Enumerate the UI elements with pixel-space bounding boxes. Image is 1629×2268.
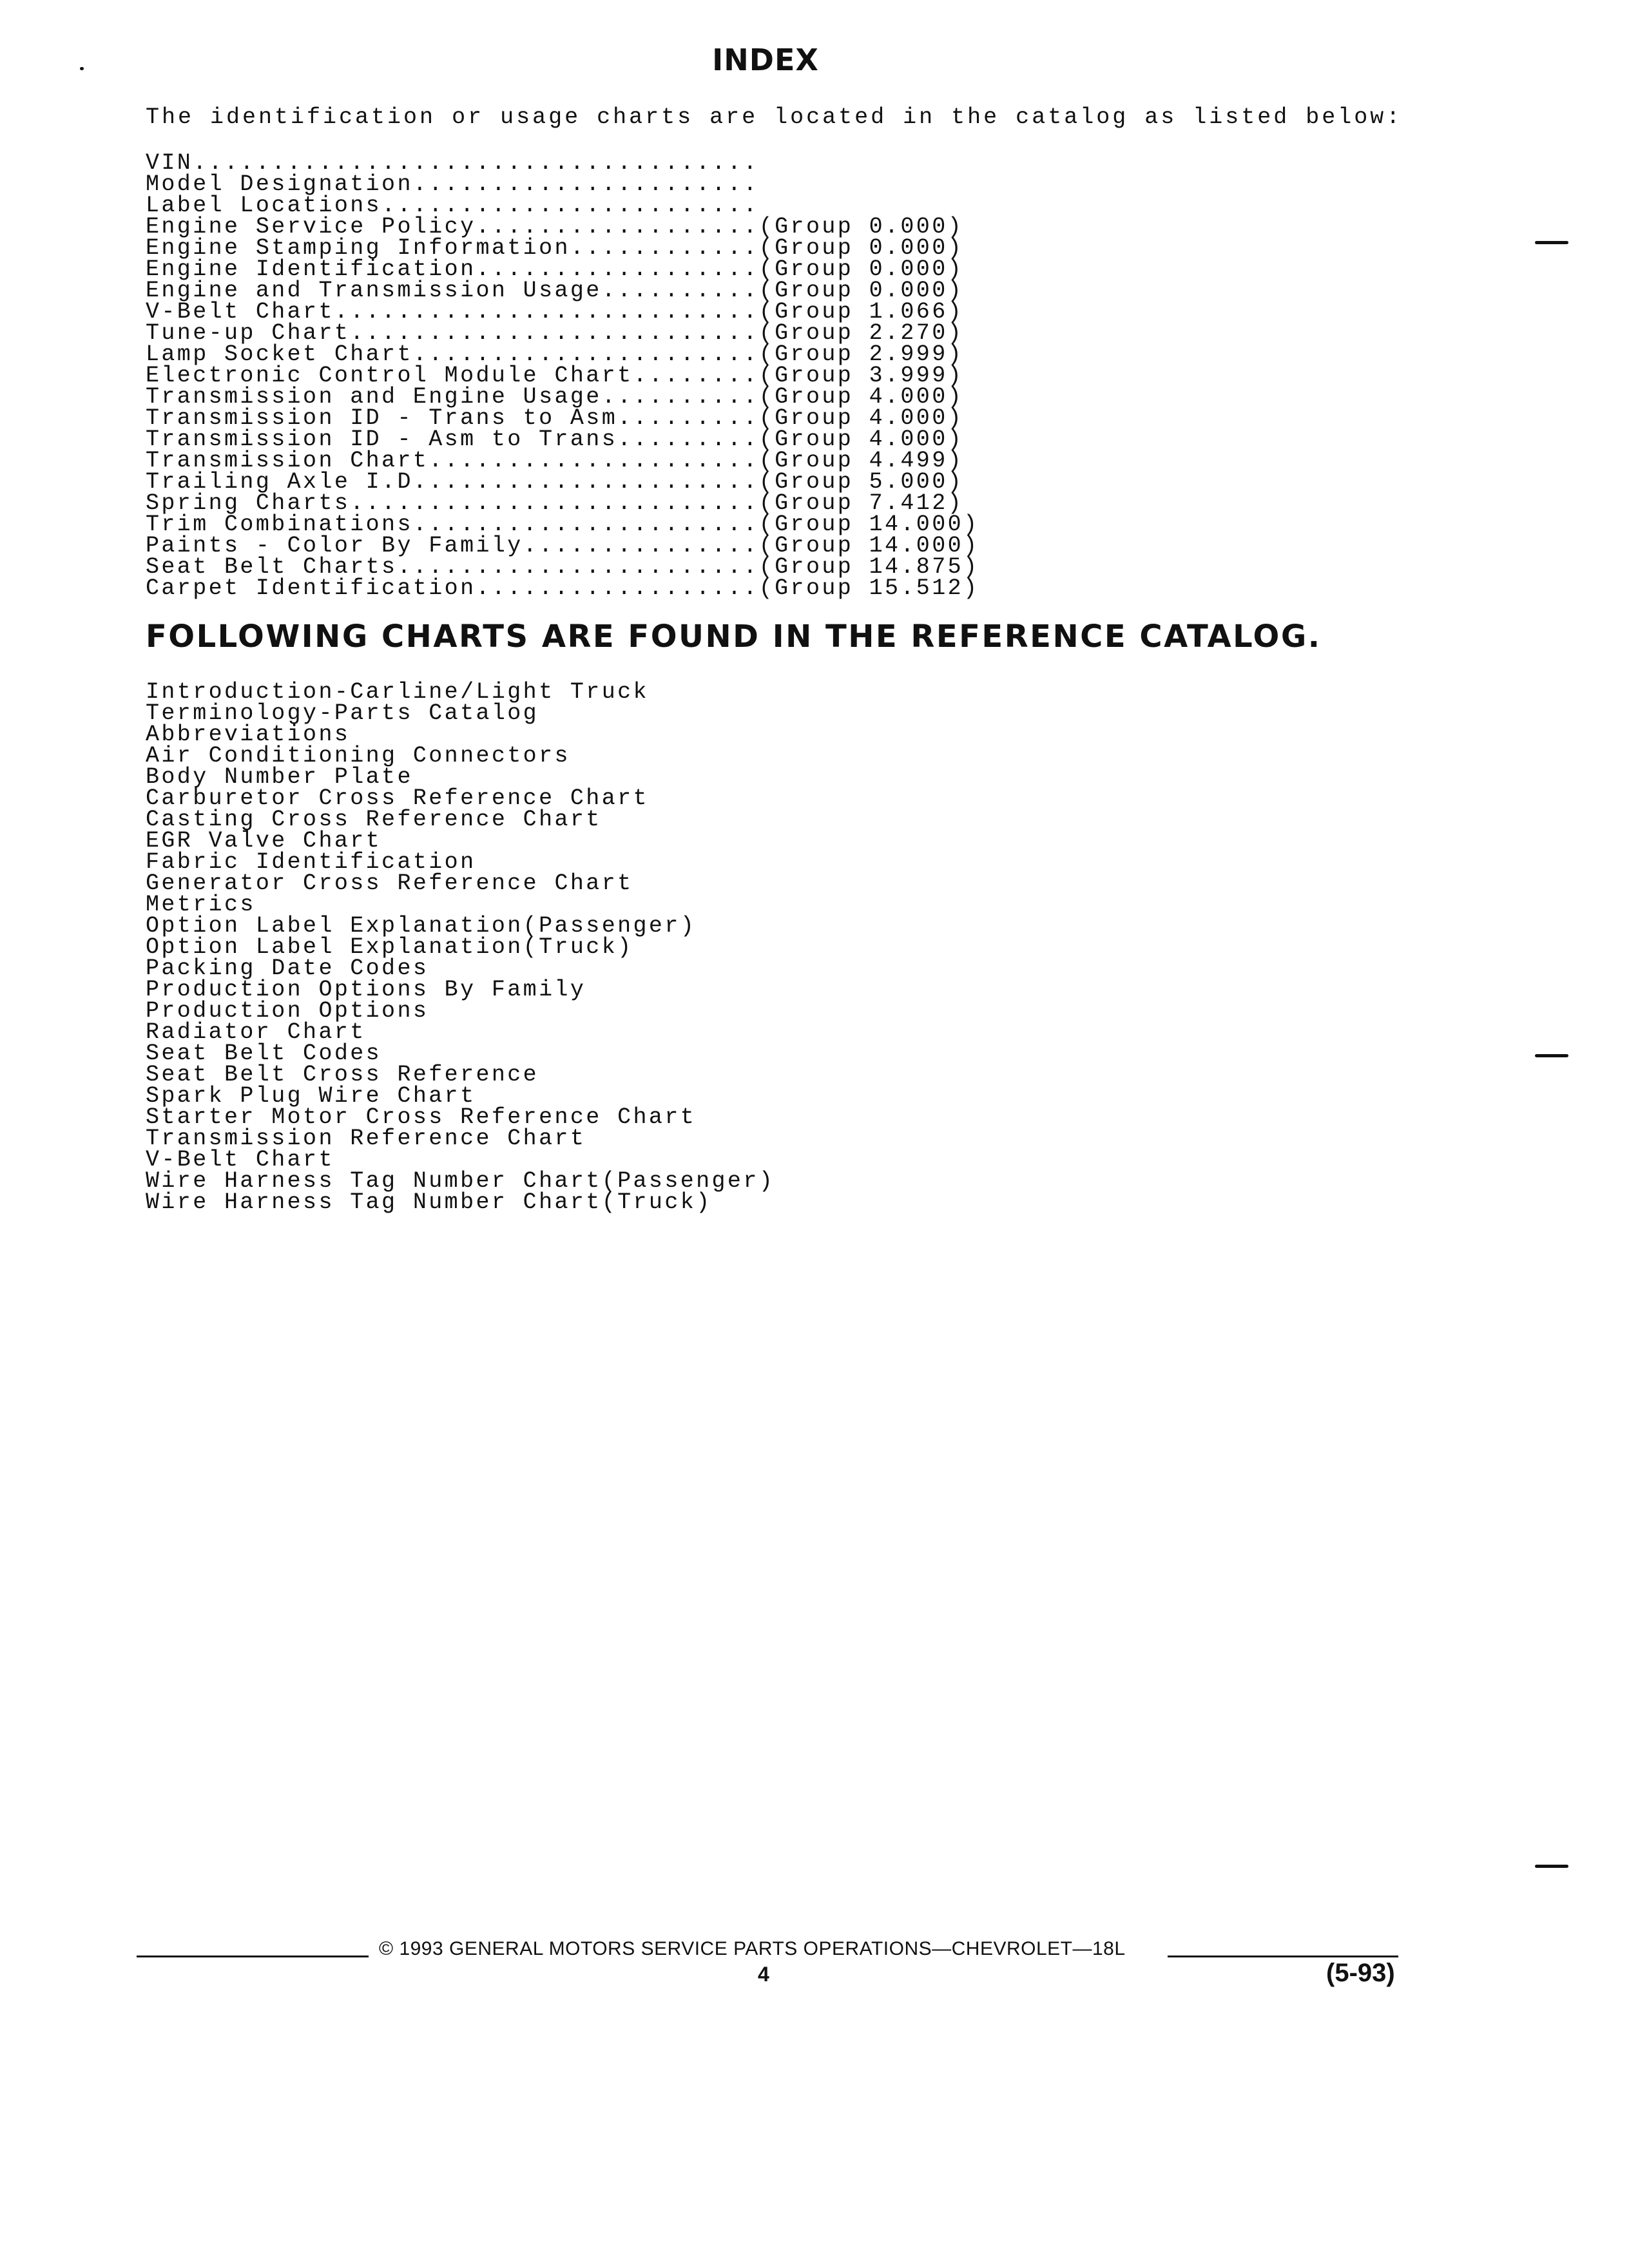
reference-entry: Carburetor Cross Reference Chart — [146, 785, 649, 811]
index-entry-label: Transmission ID - Trans to Asm — [146, 405, 618, 431]
reference-entry: Option Label Explanation(Truck) — [146, 934, 633, 960]
reference-entry: EGR Valve Chart — [146, 828, 382, 854]
reference-entry: Option Label Explanation(Passenger) — [146, 913, 697, 939]
dot-leader: ............... — [523, 533, 759, 559]
reference-entry: Spark Plug Wire Chart — [146, 1083, 476, 1109]
index-entry-group: (Group 14.000) — [758, 512, 979, 537]
index-entry-label: Spring Charts — [146, 490, 351, 516]
dot-leader: ......... — [617, 427, 759, 452]
index-entry-label: Tune-up Chart — [146, 320, 351, 346]
reference-heading: FOLLOWING CHARTS ARE FOUND IN THE REFERENCE CATALOG. — [146, 619, 1322, 655]
index-entry-group: (Group 4.499) — [758, 448, 963, 474]
index-entry-group: (Group 4.000) — [758, 384, 963, 410]
reference-entry: Seat Belt Cross Reference — [146, 1062, 539, 1088]
index-entry-label: Engine and Transmission Usage — [146, 278, 602, 303]
margin-dot — [80, 67, 84, 70]
page-title: INDEX — [712, 43, 819, 77]
index-entry-group: (Group 4.000) — [758, 427, 963, 452]
dot-leader: .......... — [601, 278, 759, 303]
index-entry-label: VIN — [146, 150, 193, 176]
index-entry-group: (Group 0.000) — [758, 235, 963, 261]
reference-entry: V-Belt Chart — [146, 1147, 334, 1173]
reference-entry: Starter Motor Cross Reference Chart — [146, 1104, 697, 1130]
dot-leader: .......... — [601, 384, 759, 410]
dot-leader: .......................... — [350, 490, 759, 516]
margin-tick-top — [1535, 241, 1568, 244]
index-entry-group: (Group 0.000) — [758, 278, 963, 303]
index-list — [146, 150, 979, 601]
index-entry-group: (Group 0.000) — [758, 214, 963, 240]
index-entry-label: Trailing Axle I.D — [146, 469, 413, 495]
revision-date: (5-93) — [1326, 1959, 1395, 1987]
reference-entry: Body Number Plate — [146, 764, 413, 790]
reference-entry: Terminology-Parts Catalog — [146, 700, 539, 726]
reference-entry: Transmission Reference Chart — [146, 1126, 586, 1151]
dot-leader: ...................... — [412, 341, 759, 367]
reference-entry: Production Options By Family — [146, 977, 586, 1003]
index-entry-group: (Group 2.270) — [758, 320, 963, 346]
index-entry-label: Lamp Socket Chart — [146, 341, 413, 367]
reference-entry: Fabric Identification — [146, 849, 476, 875]
index-entry-label: Paints - Color By Family — [146, 533, 523, 559]
index-entry-label: Seat Belt Charts — [146, 554, 398, 580]
index-entry-label: Transmission and Engine Usage — [146, 384, 602, 410]
index-entry-label: Electronic Control Module Chart — [146, 363, 633, 389]
dot-leader: ........ — [633, 363, 759, 389]
dot-leader: ............ — [570, 235, 759, 261]
footer-rule-right — [1168, 1956, 1398, 1957]
index-entry-label: Model Designation — [146, 171, 413, 197]
index-entry-label: Engine Stamping Information — [146, 235, 570, 261]
index-entry-label: V-Belt Chart — [146, 299, 334, 325]
index-entry-label: Trim Combinations — [146, 512, 413, 537]
dot-leader: .................. — [476, 214, 759, 240]
reference-list — [146, 679, 775, 1215]
index-entry-group: (Group 15.512) — [758, 575, 979, 601]
reference-entry: Air Conditioning Connectors — [146, 743, 570, 769]
dot-leader: .................................... — [193, 150, 759, 176]
reference-entry: Wire Harness Tag Number Chart(Passenger) — [146, 1168, 775, 1194]
reference-entry: Radiator Chart — [146, 1019, 366, 1045]
index-entry-label: Transmission Chart — [146, 448, 429, 474]
reference-entry: Generator Cross Reference Chart — [146, 870, 633, 896]
index-entry-group: (Group 7.412) — [758, 490, 963, 516]
index-entry-group: (Group 3.999) — [758, 363, 963, 389]
reference-entry: Casting Cross Reference Chart — [146, 807, 602, 832]
index-entry-group: (Group 5.000) — [758, 469, 963, 495]
dot-leader: .................. — [476, 575, 759, 601]
intro-text: The identification or usage charts are located in the catalog as listed below: — [146, 104, 1403, 130]
dot-leader: ....................... — [397, 554, 759, 580]
dot-leader: ......... — [617, 405, 759, 431]
reference-entry: Introduction-Carline/Light Truck — [146, 679, 649, 705]
page-number: 4 — [758, 1963, 769, 1986]
index-entry-group: (Group 14.875) — [758, 554, 979, 580]
index-entry-label: Label Locations — [146, 193, 382, 218]
dot-leader: .................. — [476, 256, 759, 282]
dot-leader: ...................... — [412, 171, 759, 197]
margin-tick-bottom — [1535, 1865, 1568, 1868]
index-entry — [146, 575, 979, 601]
index-entry-label: Engine Identification — [146, 256, 476, 282]
index-entry-group: (Group 0.000) — [758, 256, 963, 282]
dot-leader: ........................ — [381, 193, 759, 218]
index-entry-group: (Group 2.999) — [758, 341, 963, 367]
reference-entry: Production Options — [146, 998, 429, 1024]
dot-leader: ...................... — [412, 512, 759, 537]
index-entry-group: (Group 4.000) — [758, 405, 963, 431]
index-entry-group: (Group 1.066) — [758, 299, 963, 325]
dot-leader: ...................... — [412, 469, 759, 495]
index-entry-label: Carpet Identification — [146, 575, 476, 601]
dot-leader: ........................... — [334, 299, 759, 325]
footer-copyright: © 1993 GENERAL MOTORS SERVICE PARTS OPERATIONS—CHEVROLET—18L — [379, 1938, 1126, 1959]
reference-entry: Wire Harness Tag Number Chart(Truck) — [146, 1189, 712, 1215]
reference-entry: Seat Belt Codes — [146, 1041, 382, 1066]
reference-entry: Abbreviations — [146, 722, 351, 747]
margin-tick-middle — [1535, 1054, 1568, 1057]
index-entry-label: Engine Service Policy — [146, 214, 476, 240]
footer-rule-left — [137, 1956, 369, 1957]
dot-leader: .......................... — [350, 320, 759, 346]
dot-leader: ..................... — [429, 448, 759, 474]
index-entry-group: (Group 14.000) — [758, 533, 979, 559]
reference-entry: Packing Date Codes — [146, 956, 429, 981]
reference-entry: Metrics — [146, 892, 256, 918]
index-entry-label: Transmission ID - Asm to Trans — [146, 427, 618, 452]
